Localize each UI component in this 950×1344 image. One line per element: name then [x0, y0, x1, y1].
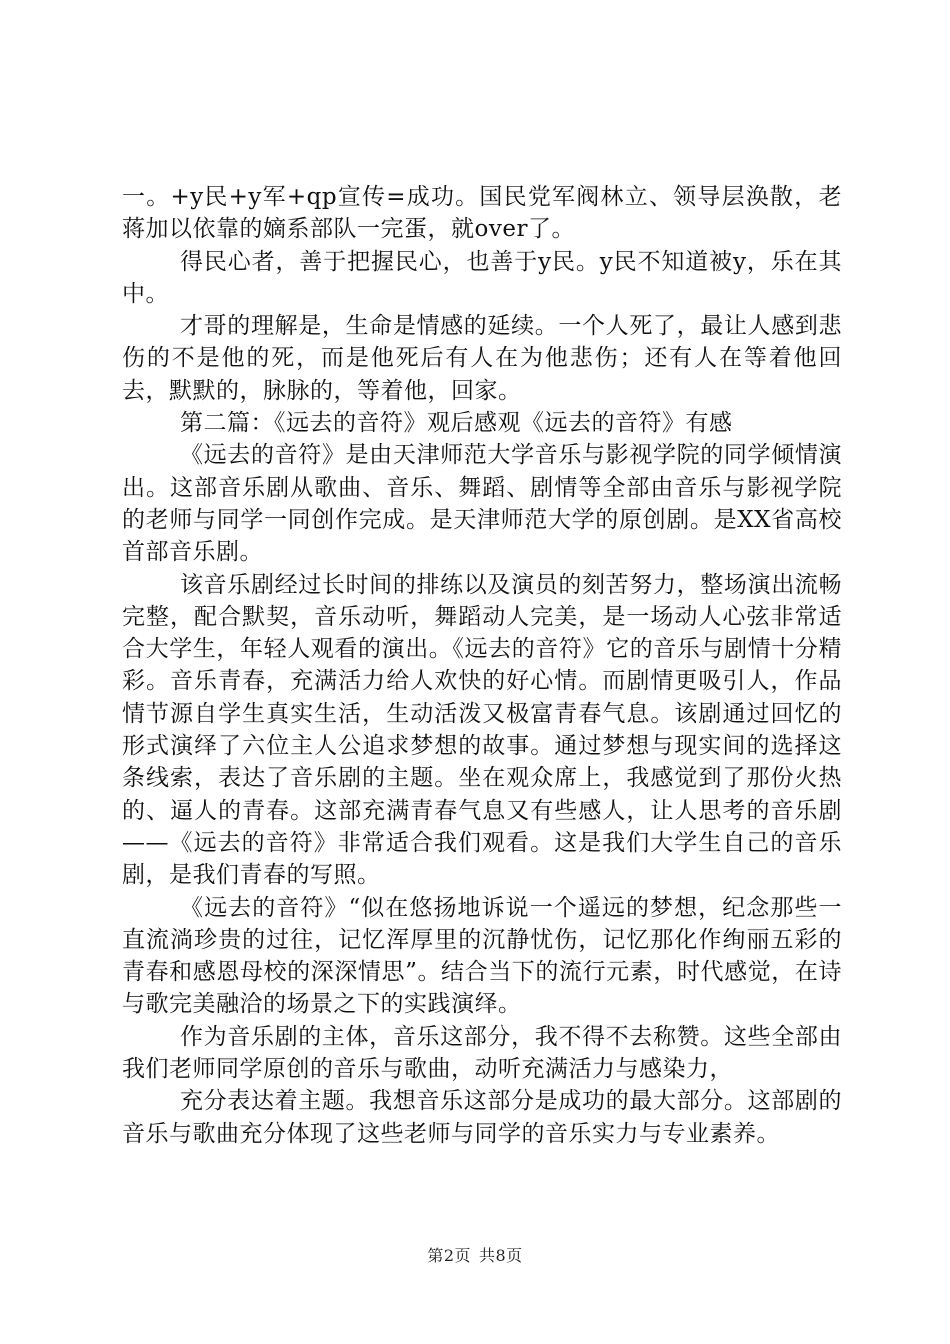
page-footer	[0, 1243, 950, 1266]
paragraph-3: 才哥的理解是，生命是情感的延续。一个人死了，最让人感到悲伤的不是他的死，而是他死后有人在为他悲伤；还有人在等着他回去，默默的，脉脉的，等着他，回家。	[122, 313, 842, 404]
page-total: 共8页	[479, 1246, 523, 1265]
paragraph-6: 该音乐剧经过长时间的排练以及演员的刻苦努力，整场演出流畅完整，配合默契，音乐动听，舞蹈动人完美，是一场动人心弦非常适合大学生，年轻人观看的演出。《远去的音符》它的音乐与剧情十分精彩。音乐青春，充满活力给人欢快的好心情。而剧情更吸引人，作品情节源自学生真实生活，生动活泼又极富青春气息。该剧通过回忆的形式演绎了六位主人公追求梦想的故事。通过梦想与现实间的选择这条线索，表达了音乐剧的主题。坐在观众席上，我感觉到了那份火热的、逼人的青春。这部充满青春气息又有些感人，让人思考的音乐剧——《远去的音符》非常适合我们观看。这是我们大学生自己的音乐剧，是我们青春的写照。	[122, 571, 842, 889]
section-heading: 第二篇：《远去的音符》观后感观《远去的音符》有感	[180, 410, 733, 437]
paragraph-8: 作为音乐剧的主体，音乐这部分，我不得不去称赞。这些全部由我们老师同学原创的音乐与歌曲，动听充满活力与感染力，	[122, 1023, 842, 1083]
document-body	[122, 181, 842, 1150]
paragraph-2: 得民心者，善于把握民心，也善于y民。y民不知道被y，乐在其中。	[122, 248, 842, 307]
paragraph-9: 充分表达着主题。我想音乐这部分是成功的最大部分。这部剧的音乐与歌曲充分体现了这些老师与同学的音乐实力与专业素养。	[122, 1088, 842, 1147]
paragraph-7: 《远去的音符》“似在悠扬地诉说一个遥远的梦想，纪念那些一直流淌珍贵的过往，记忆浑厚里的沉静忧伤，记忆那化作绚丽五彩的青春和感恩母校的深深情思”。结合当下的流行元素，时代感觉，在诗与歌完美融洽的场景之下的实践演绎。	[122, 894, 842, 1018]
paragraph-5: 《远去的音符》是由天津师范大学音乐与影视学院的同学倾情演出。这部音乐剧从歌曲、音乐、舞蹈、剧情等全部由音乐与影视学院的老师与同学一同创作完成。是天津师范大学的原创剧。是XX省高校首部音乐剧。	[122, 442, 842, 566]
page-number: 第2页	[427, 1246, 471, 1265]
paragraph-1: 一。+y民+y军+qp宣传=成功。国民党军阀林立、领导层涣散，老蒋加以依靠的嫡系部队一完蛋，就over了。	[122, 184, 842, 243]
